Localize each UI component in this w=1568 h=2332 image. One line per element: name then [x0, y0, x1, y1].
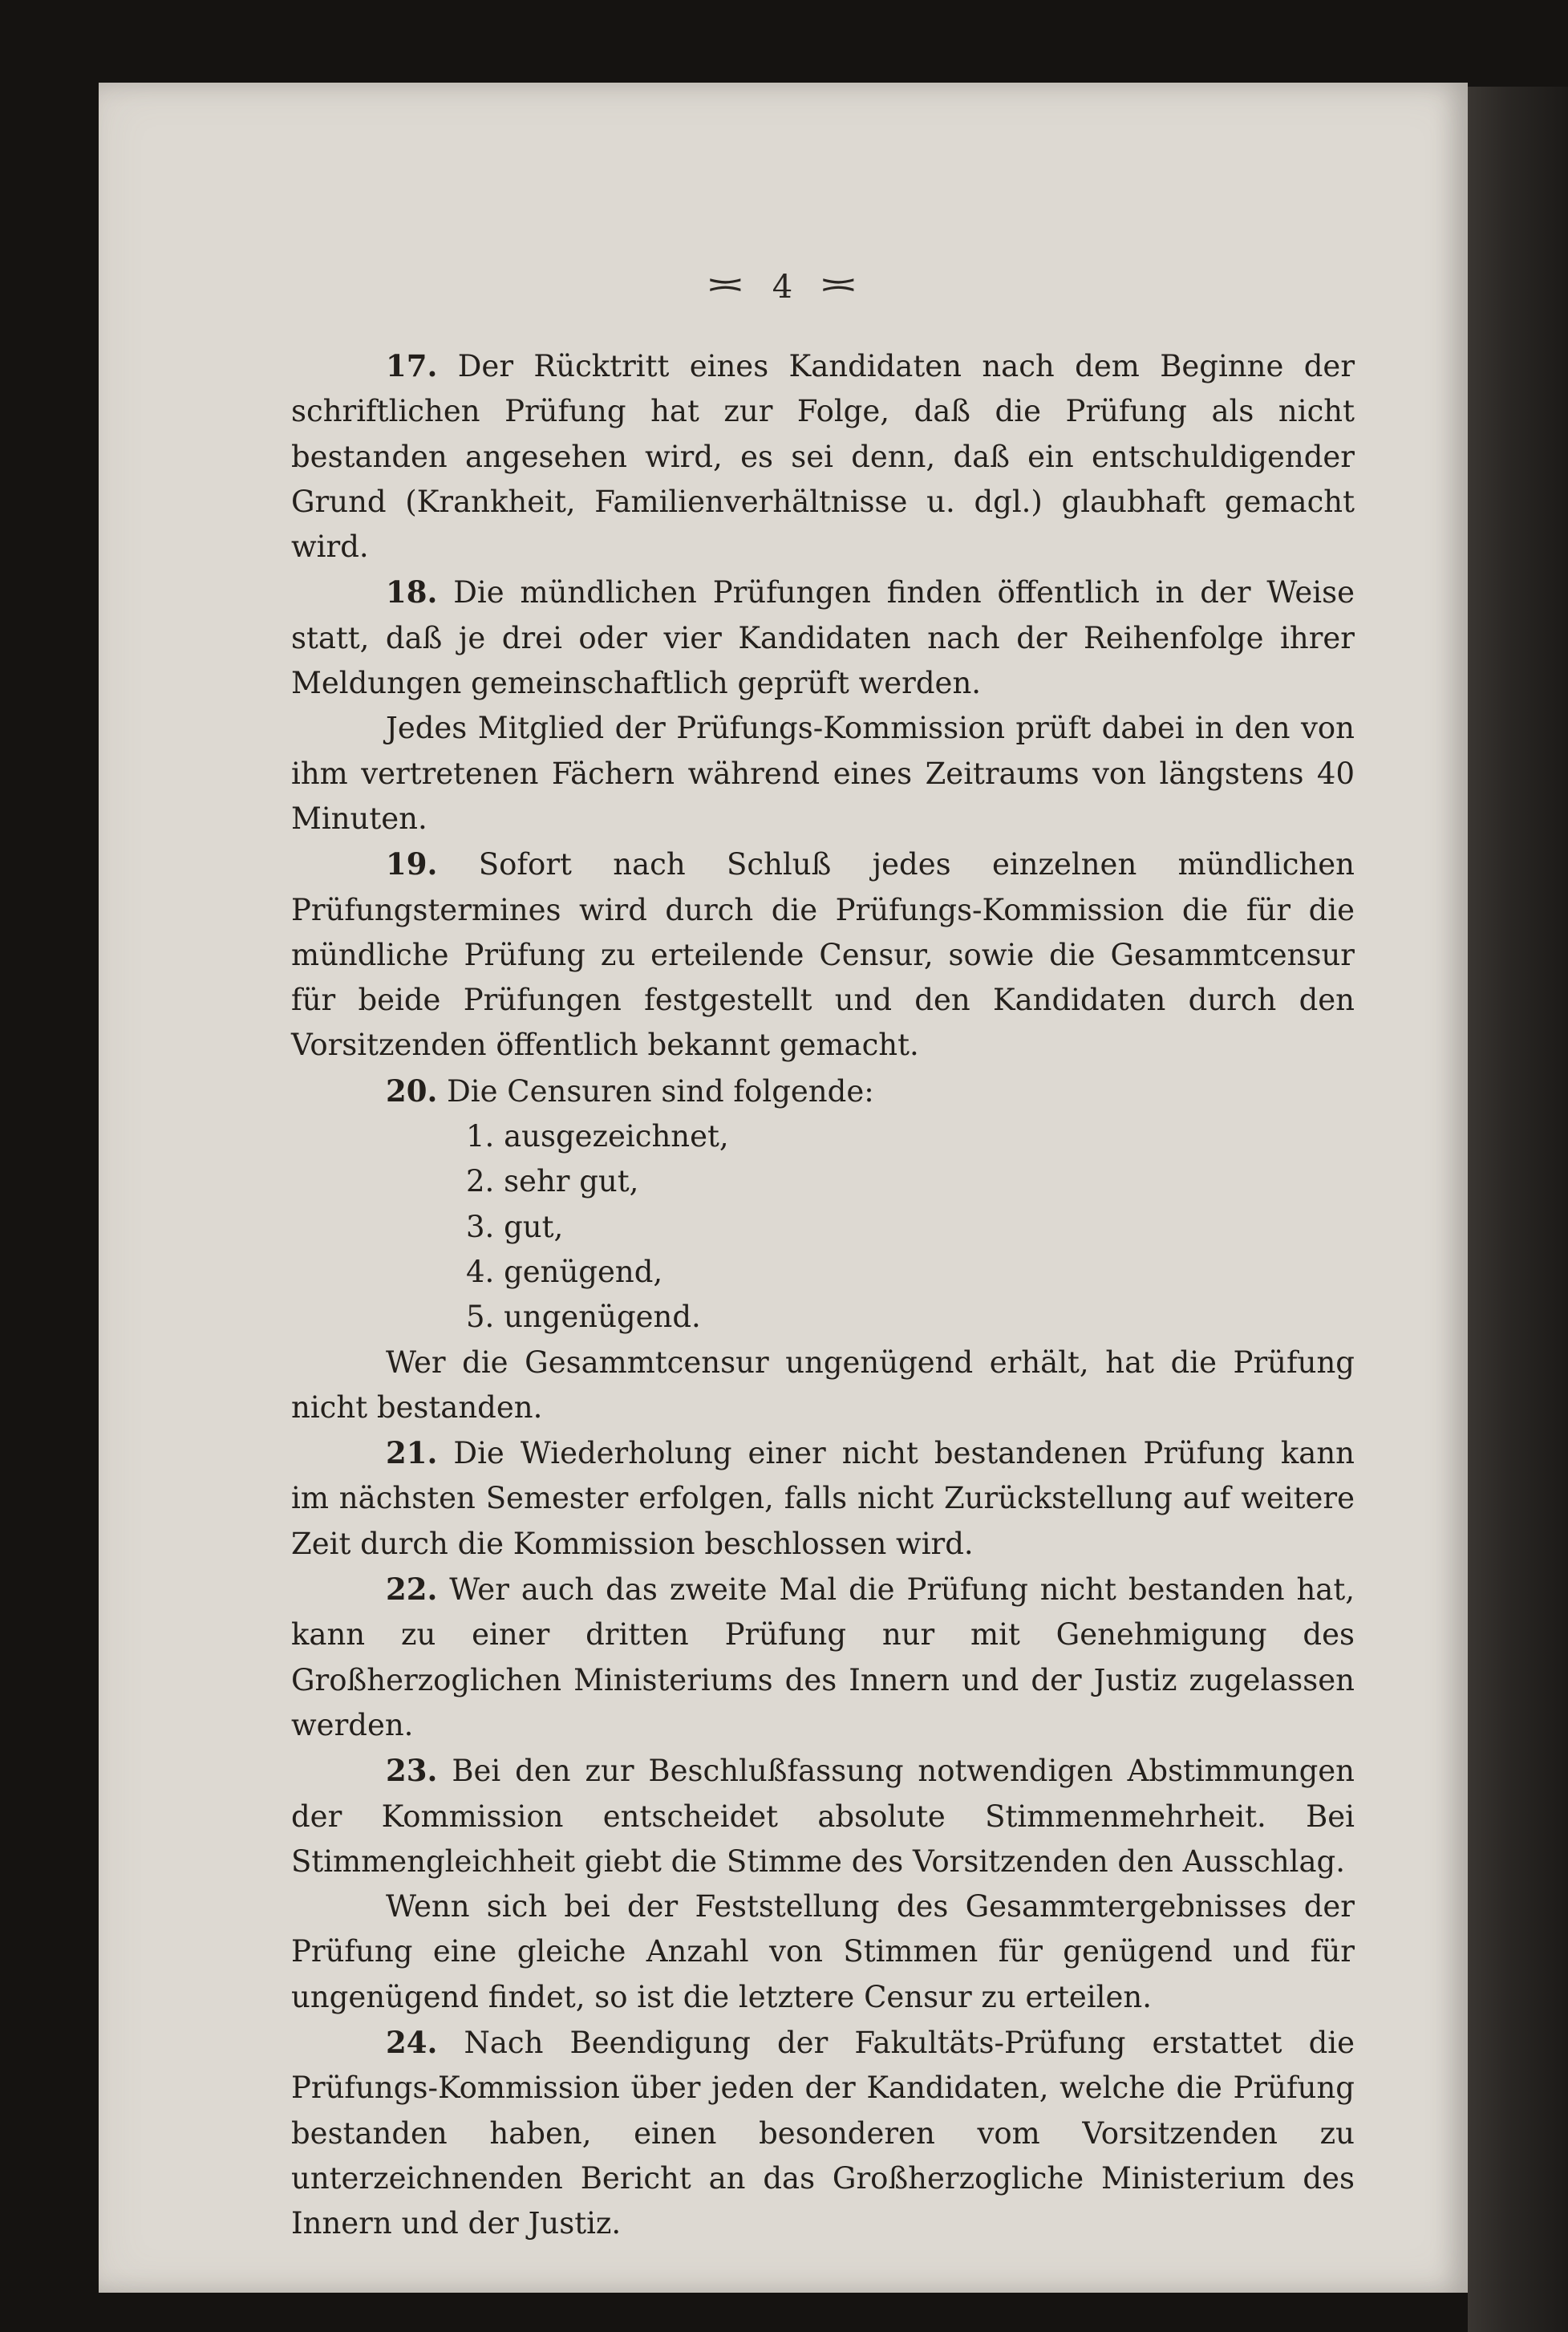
paragraph-23	[291, 1748, 1355, 1884]
paragraph-20	[291, 1069, 1355, 1114]
section-number: 24.	[386, 2024, 438, 2060]
paragraph-text: Der Rücktritt eines Kandidaten nach dem Beginne der schriftlichen Prüfung hat zur Folge, daß die Prüfung als nicht bestanden angesehen wird, es sei denn, daß ein entschuldigender Grund (Krankheit, Familienverhältnisse u. dgl.) glaubhaft gemacht wird.	[291, 349, 1355, 565]
paragraph-21	[291, 1430, 1355, 1567]
ornament-right-icon: ≍	[818, 266, 862, 302]
section-number: 22.	[386, 1572, 438, 1608]
list-item: 4. genügend,	[466, 1254, 663, 1289]
paragraph-text: Die Wiederholung einer nicht bestandenen Prüfung kann im nächsten Semester erfolgen, falls nicht Zurückstellung auf weitere Zeit durch die Kommission beschlossen wird.	[291, 1436, 1355, 1561]
page-header	[99, 266, 1468, 306]
paragraph-text: Wer die Gesammtcensur ungenügend erhält, hat die Prüfung nicht bestanden.	[291, 1344, 1355, 1425]
list-item: 1. ausgezeichnet,	[466, 1119, 729, 1154]
page-number: 4	[772, 269, 795, 306]
paragraph-text: Nach Beendigung der Fakultäts-Prüfung erstattet die Prüfungs-Kommission über jeden der Kandidaten, welche die Prüfung bestanden haben, einen besonderen vom Vorsitzenden zu unterzeichnenden Bericht an das Großherzogliche Ministerium des Innern und der Justiz.	[291, 2025, 1355, 2241]
list-item: 5. ungenügend.	[466, 1300, 701, 1335]
paragraph-22	[291, 1567, 1355, 1748]
document-page	[99, 83, 1468, 2293]
section-number: 20.	[386, 1073, 438, 1109]
paragraph-24	[291, 2020, 1355, 2246]
paragraph-18-continued	[291, 706, 1355, 842]
body-text	[291, 343, 1355, 2246]
paragraph-18	[291, 570, 1355, 706]
section-number: 18.	[386, 574, 438, 610]
paragraph-text: Jedes Mitglied der Prüfungs-Kommission prüft dabei in den von ihm vertretenen Fächern während eines Zeitraums von längstens 40 Minuten.	[291, 711, 1355, 836]
section-number: 19.	[386, 846, 438, 882]
paragraph-text: Wer auch das zweite Mal die Prüfung nicht bestanden hat, kann zu einer dritten Prüfung nur mit Genehmigung des Großherzoglichen Ministeriums des Innern und der Justiz zugelassen werden.	[291, 1572, 1355, 1742]
paragraph-19	[291, 842, 1355, 1068]
list-item: 2. sehr gut,	[466, 1164, 639, 1199]
section-number: 23.	[386, 1753, 438, 1789]
paragraph-text: Sofort nach Schluß jedes einzelnen mündlichen Prüfungstermines wird durch die Prüfungs-Kommission die für die mündliche Prüfung zu erteilende Censur, sowie die Gesammtcensur für beide Prüfungen festgestellt und den Kandidaten durch den Vorsitzenden öffentlich bekannt gemacht.	[291, 847, 1355, 1063]
paragraph-20-continued	[291, 1340, 1355, 1431]
paragraph-text: Die mündlichen Prüfungen finden öffentlich in der Weise statt, daß je drei oder vier Kandidaten nach der Reihenfolge ihrer Meldungen gemeinschaftlich geprüft werden.	[291, 575, 1355, 701]
paragraph-text: Wenn sich bei der Feststellung des Gesammtergebnisses der Prüfung eine gleiche Anzahl von Stimmen für genügend und für ungenügend findet, so ist die letztere Censur zu erteilen.	[291, 1889, 1355, 2014]
adjacent-page-edge	[1468, 87, 1568, 2332]
paragraph-text: Die Censuren sind folgende:	[447, 1073, 874, 1109]
section-number: 21.	[386, 1435, 438, 1471]
paragraph-23-continued	[291, 1884, 1355, 2020]
section-number: 17.	[386, 348, 438, 383]
paragraph-text: Bei den zur Beschlußfassung notwendigen Abstimmungen der Kommission entscheidet absolute Stimmenmehrheit. Bei Stimmengleichheit giebt die Stimme des Vorsitzenden den Ausschlag.	[291, 1754, 1355, 1879]
paragraph-17	[291, 343, 1355, 570]
ornament-left-icon: ≍	[704, 266, 748, 302]
censuren-list	[291, 1114, 1355, 1340]
list-item: 3. gut,	[466, 1209, 564, 1244]
